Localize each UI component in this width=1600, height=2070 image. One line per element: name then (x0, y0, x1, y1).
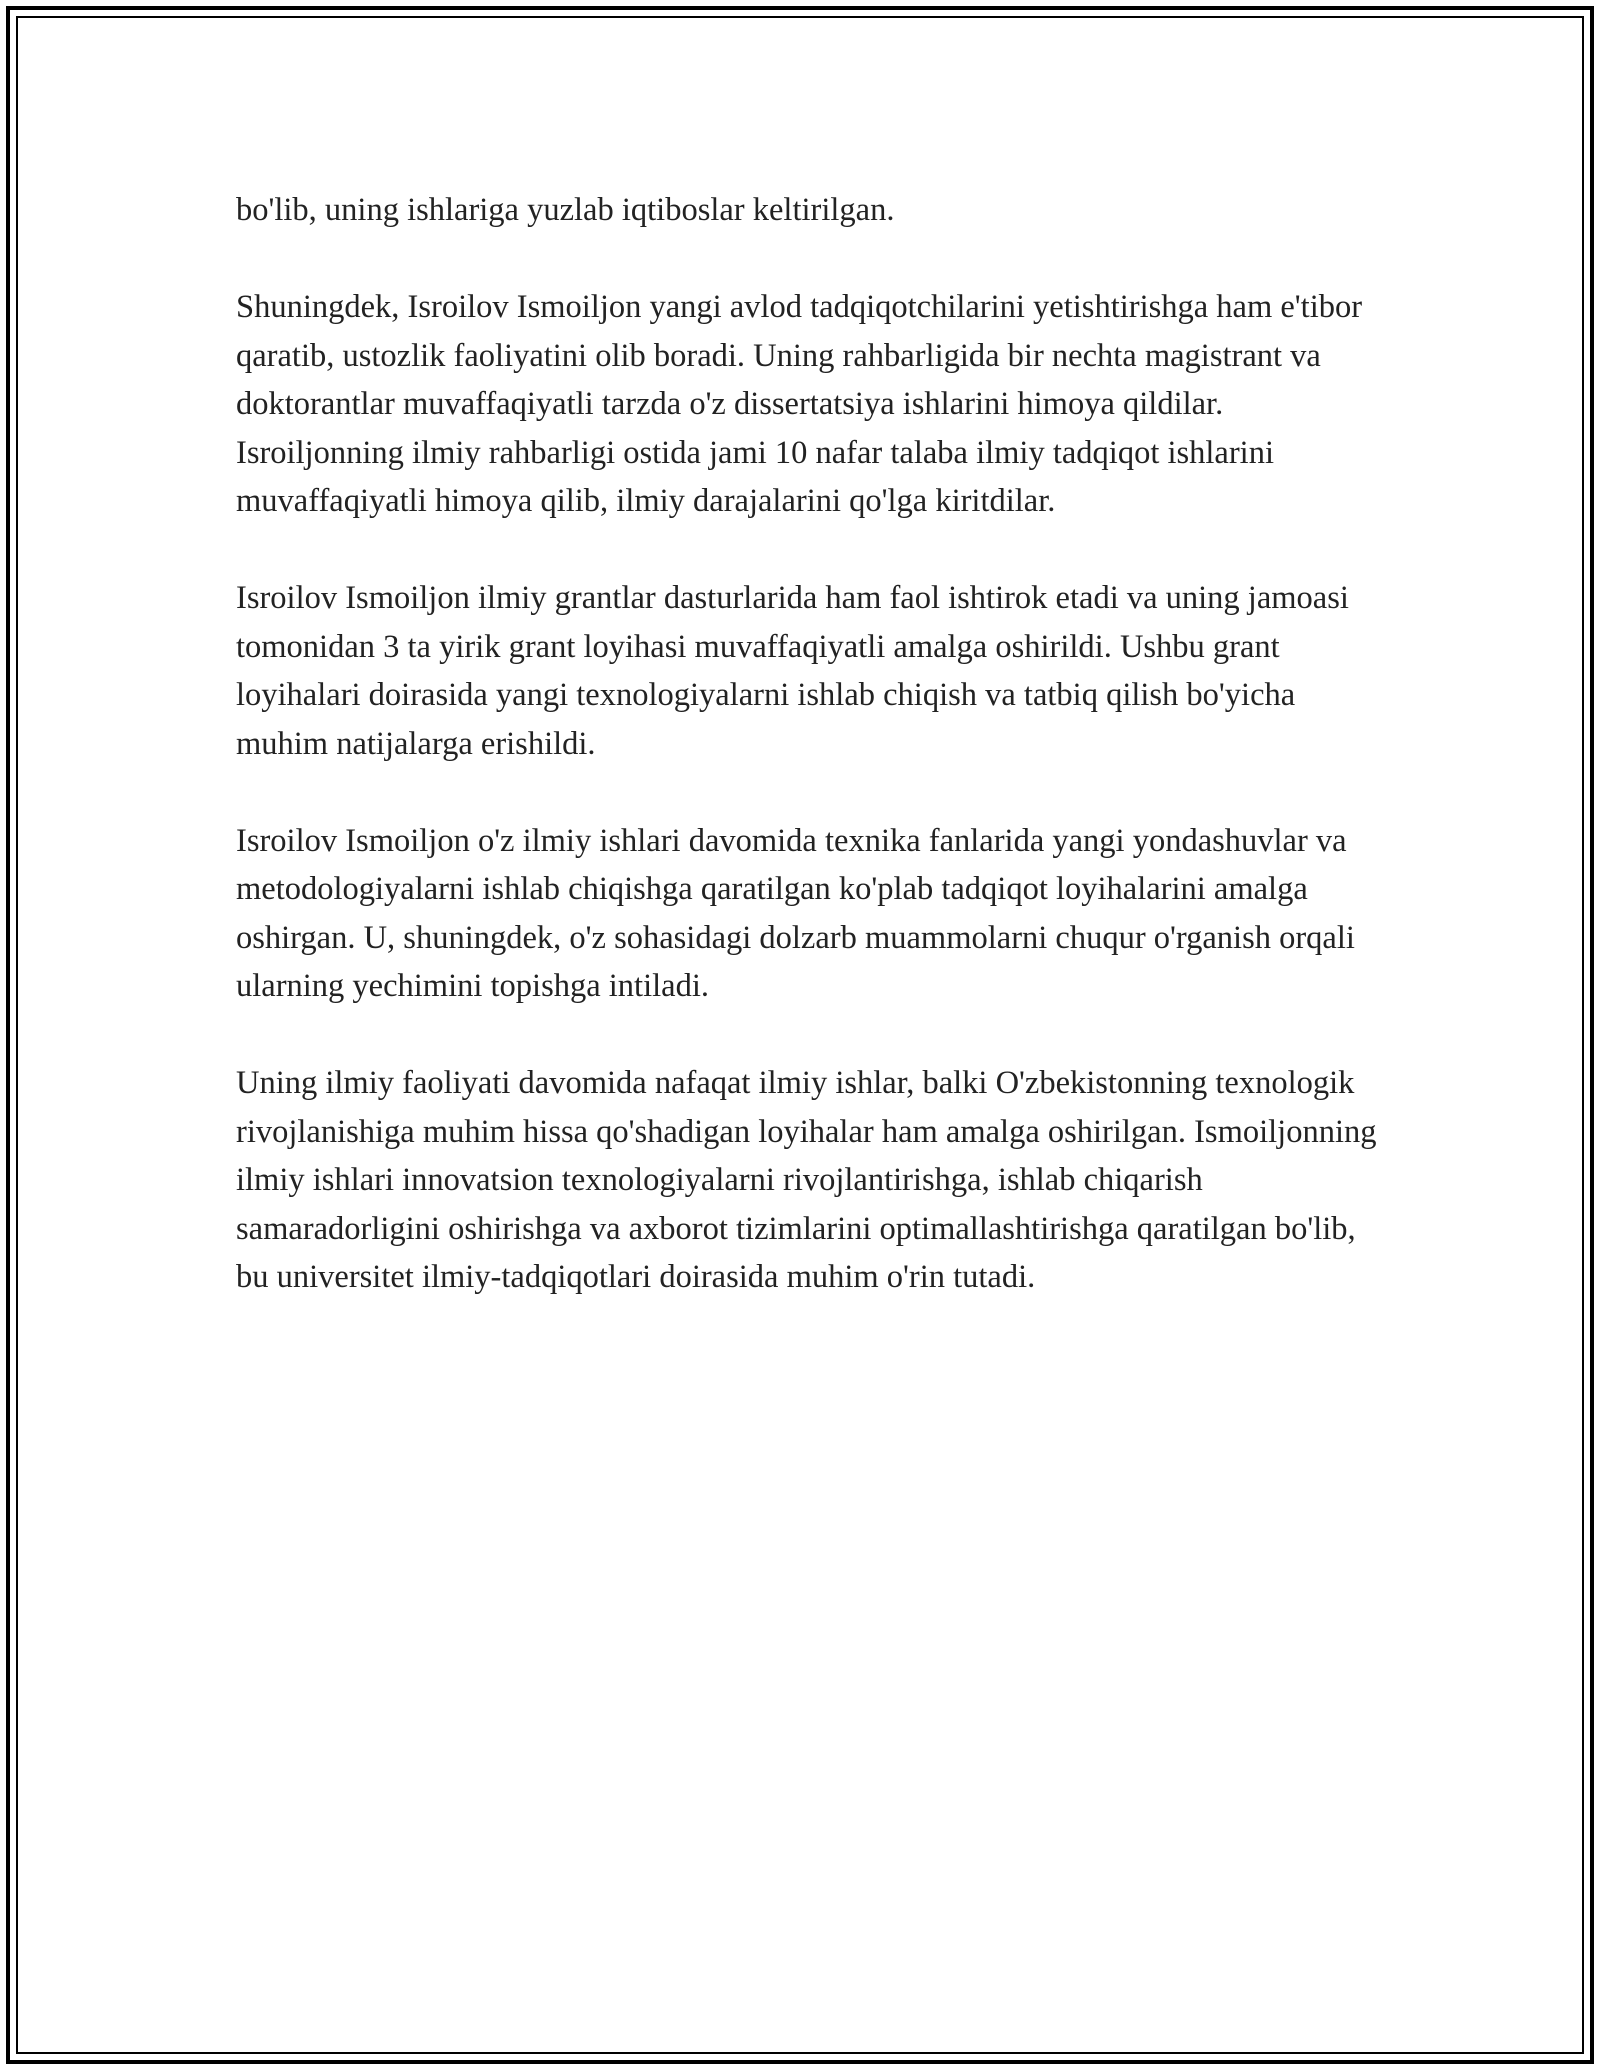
paragraph-2: Shuningdek, Isroilov Ismoiljon yangi avlod tadqiqotchilarini yetishtirishga ham e'tibor qaratib, ustozlik faoliyatini olib boradi. Uning rahbarligida bir nechta magistrant va doktorantlar muvaffaqiyatli tarzda o'z dissertatsiya ishlarini himoya qildilar. Isroiljonning ilmiy rahbarligi ostida jami 10 nafar talaba ilmiy tadqiqot ishlarini muvaffaqiyatli himoya qilib, ilmiy darajalarini qo'lga kiritdilar. (236, 289, 1363, 519)
paragraph-1: bo'lib, uning ishlariga yuzlab iqtiboslar keltirilgan. (236, 192, 895, 228)
paragraph-5: Uning ilmiy faoliyati davomida nafaqat ilmiy ishlar, balki O'zbekistonning texnologik rivojlanishiga muhim hissa qo'shadigan loyihalar ham amalga oshirilgan. Ismoiljonning ilmiy ishlari innovatsion texnologiyalarni rivojlantirishga, ishlab chiqarish samaradorligini oshirishga va axborot tizimlarini optimallashtirishga qaratilgan bo'lib, bu universitet ilmiy-tadqiqotlari doirasida muhim o'rin tutadi. (236, 1065, 1377, 1295)
document-body (236, 186, 1386, 1350)
paragraph-3: Isroilov Ismoiljon ilmiy grantlar dasturlarida ham faol ishtirok etadi va uning jamoasi tomonidan 3 ta yirik grant loyihasi muvaffaqiyatli amalga oshirildi. Ushbu grant loyihalari doirasida yangi texnologiyalarni ishlab chiqish va tatbiq qilish bo'yicha muhim natijalarga erishildi. (236, 580, 1349, 762)
paragraph-4: Isroilov Ismoiljon o'z ilmiy ishlari davomida texnika fanlarida yangi yondashuvlar va metodologiyalarni ishlab chiqishga qaratilgan ko'plab tadqiqot loyihalarini amalga oshirgan. U, shuningdek, o'z sohasidagi dolzarb muammolarni chuqur o'rganish orqali ularning yechimini topishga intiladi. (236, 822, 1355, 1004)
